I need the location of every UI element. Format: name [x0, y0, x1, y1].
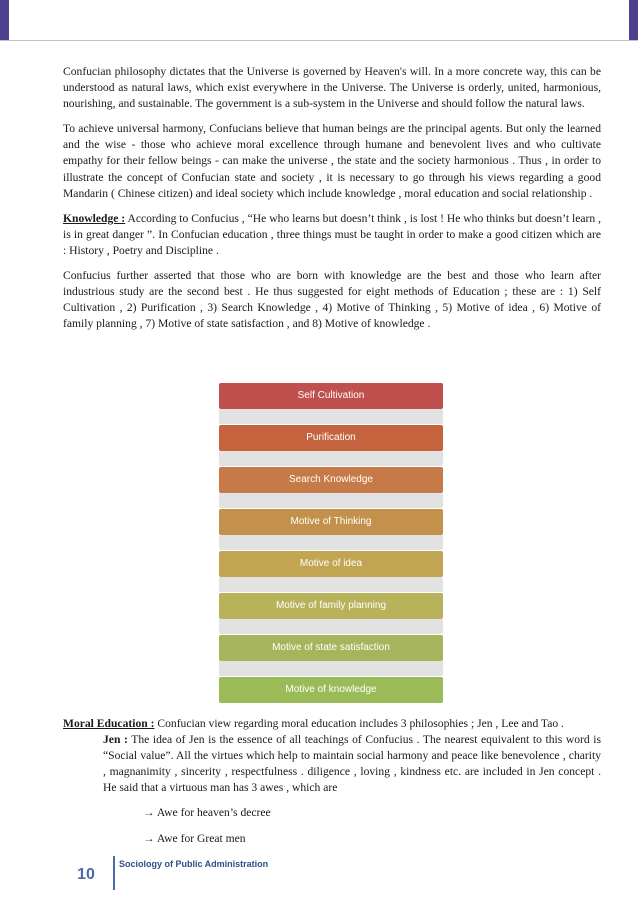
paragraph-jen [63, 732, 601, 796]
bullet-awe-great-men: → Awe for Great men [143, 831, 246, 845]
step-connector [219, 409, 443, 424]
moral-education-text: Confucian view regarding moral education includes 3 philosophies ; Jen , Lee and Tao . [154, 717, 564, 730]
page-number: 10 [77, 866, 95, 883]
diagram-step: Motive of knowledge [219, 677, 443, 703]
footer-divider [113, 856, 115, 890]
paragraph-methods: Confucius further asserted that those who are born with knowledge are the best and those who learn after industrious study are the second best . He thus suggested for eight methods of Education ; these are : 1) Self Cultivation , 2) Purification , 3) Search Knowledge , 4) Motive of Thinking , 5) Motive of idea , 6) Motive of family planning , 7) Motive of state satisfaction , and 8) Motive of knowledge . [63, 269, 601, 331]
paragraph-moral-education [63, 716, 601, 732]
jen-text: The idea of Jen is the essence of all teachings of Confucius . The nearest equivalent to this word is “Social value”. All the virtues which help to maintain social harmony and peace like benevolence , charity , magnanimity , sincerity , respectfulness . diligence , loving , kindness etc. are included in Jen concept . He said that a virtuous man has 3 awes , which are [103, 733, 601, 795]
header-bar [0, 0, 638, 41]
page-footer [63, 856, 363, 890]
paragraph-harmony: To achieve universal harmony, Confucians believe that human beings are the principal agents. But only the learned and the wise - those who achieve moral excellence through humane and benevolent lives and who cultivate empathy for their fellow beings - can make the universe , the state and the society harmonious . Thus , in order to illustrate the concept of Confucian state and society , it is necessary to go through his views regarding a good Mandarin ( Chinese citizen) and ideal society which include knowledge , moral education and social relationship . [63, 122, 601, 200]
step-connector [219, 619, 443, 634]
jen-heading: Jen : [103, 733, 128, 747]
paragraph-knowledge [63, 211, 601, 259]
diagram-step: Purification [219, 425, 443, 451]
knowledge-heading: Knowledge : [63, 211, 126, 225]
body-text-lower [63, 716, 601, 856]
running-title: Sociology of Public Administration [119, 859, 269, 869]
header-accent-left [0, 0, 9, 40]
diagram-step: Motive of state satisfaction [219, 635, 443, 661]
header-accent-right [629, 0, 638, 40]
step-connector [219, 451, 443, 466]
education-methods-diagram [219, 383, 443, 710]
step-connector [219, 577, 443, 592]
step-connector [219, 661, 443, 676]
bullet-awe-heaven: → Awe for heaven’s decree [143, 806, 271, 820]
diagram-step: Search Knowledge [219, 467, 443, 493]
diagram-step: Motive of family planning [219, 593, 443, 619]
moral-education-heading: Moral Education : [63, 717, 155, 730]
diagram-step: Motive of Thinking [219, 509, 443, 535]
body-text [63, 64, 601, 341]
diagram-step: Motive of idea [219, 551, 443, 577]
step-connector [219, 493, 443, 508]
diagram-step: Self Cultivation [219, 383, 443, 409]
knowledge-text: According to Confucius , “He who learns but doesn’t think , is lost ! He who thinks but doesn’t learn , is in great danger ”. In Confucian education , three things must be taught in order to make a good citizen which are : History , Poetry and Discipline . [63, 211, 601, 257]
step-connector [219, 535, 443, 550]
paragraph-universe: Confucian philosophy dictates that the Universe is governed by Heaven's will. In a more concrete way, this can be understood as natural laws, which exist everywhere in the Universe. The Universe is orderly, united, harmonious, nourishing, and sustainable. The government is a sub-system in the Universe and should follow the natural laws. [63, 65, 601, 111]
